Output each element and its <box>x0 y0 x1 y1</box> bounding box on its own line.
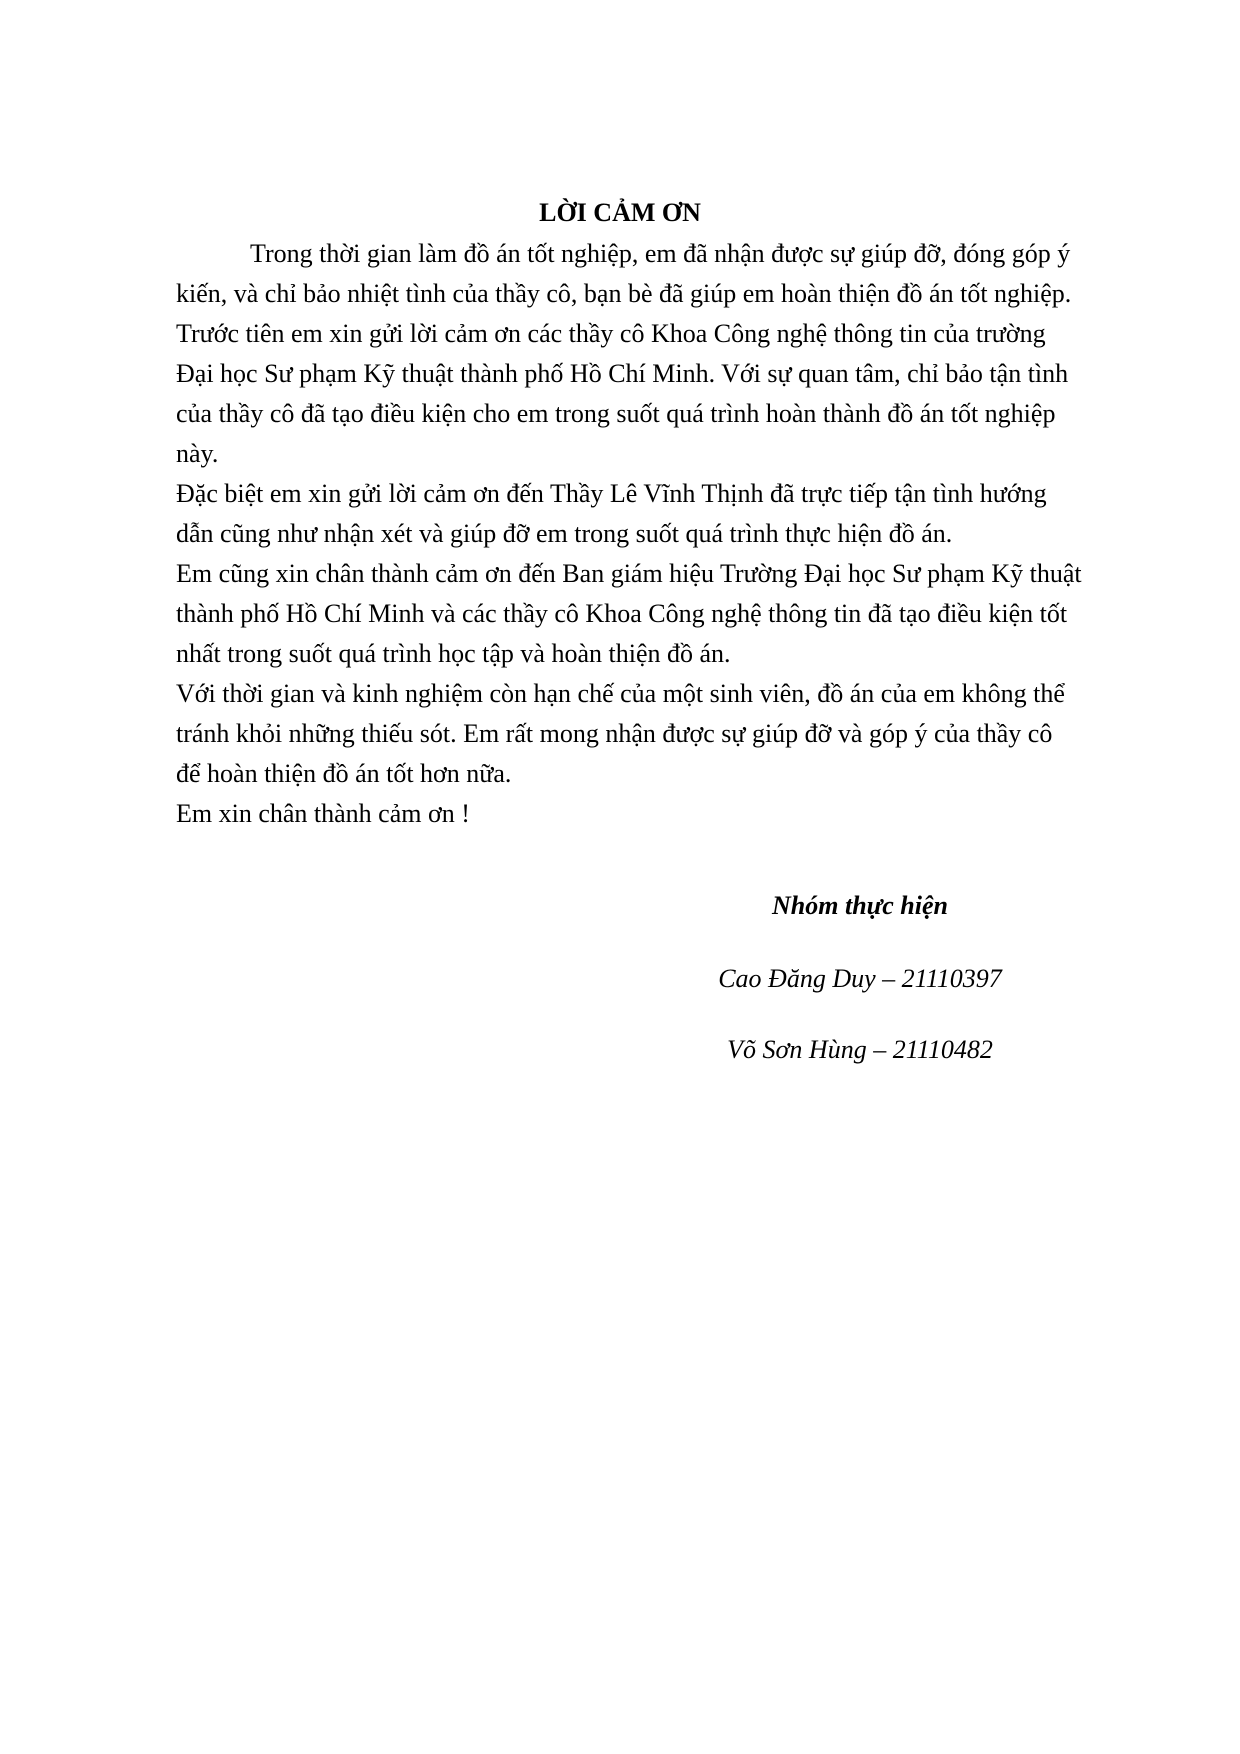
text-line: Trong thời gian làm đồ án tốt nghiệp, em đã nhận được sự giúp đỡ, đóng góp ý <box>250 239 1071 268</box>
text-line: tránh khỏi những thiếu sót. Em rất mong nhận được sự giúp đỡ và góp ý của thầy cô <box>176 719 1053 748</box>
text-line: nhất trong suốt quá trình học tập và hoàn thiện đồ án. <box>176 639 731 668</box>
acknowledgement-body <box>176 234 1136 834</box>
text-line: này. <box>176 439 219 468</box>
text-line: Trước tiên em xin gửi lời cảm ơn các thầy cô Khoa Công nghệ thông tin của trường <box>176 319 1046 348</box>
paragraph-closing <box>176 794 1136 834</box>
text-line: Đặc biệt em xin gửi lời cảm ơn đến Thầy Lê Vĩnh Thịnh đã trực tiếp tận tình hướng <box>176 479 1047 508</box>
text-line: kiến, và chỉ bảo nhiệt tình của thầy cô, bạn bè đã giúp em hoàn thiện đồ án tốt nghiệp. <box>176 279 1072 308</box>
text-line: thành phố Hồ Chí Minh và các thầy cô Khoa Công nghệ thông tin đã tạo điều kiện tốt <box>176 599 1068 628</box>
text-line: Em xin chân thành cảm ơn ! <box>176 799 470 828</box>
text-line: của thầy cô đã tạo điều kiện cho em trong suốt quá trình hoàn thành đồ án tốt nghiệp <box>176 399 1056 428</box>
text-line: để hoàn thiện đồ án tốt hơn nữa. <box>176 759 512 788</box>
text-line: Em cũng xin chân thành cảm ơn đến Ban giám hiệu Trường Đại học Sư phạm Kỹ thuật <box>176 559 1082 588</box>
signature-member: Võ Sơn Hùng – 21110482 <box>727 1035 993 1064</box>
signature-member: Cao Đăng Duy – 21110397 <box>718 964 1002 993</box>
paragraph-university <box>176 554 1136 674</box>
paragraph-advisor <box>176 474 1136 554</box>
signature-heading: Nhóm thực hiện <box>772 891 948 920</box>
page-title: LỜI CẢM ƠN <box>539 198 701 227</box>
text-line: Đại học Sư phạm Kỹ thuật thành phố Hồ Chí Minh. Với sự quan tâm, chỉ bảo tận tình <box>176 359 1069 388</box>
paragraph-limitations <box>176 674 1136 794</box>
paragraph-intro <box>176 234 1136 474</box>
text-line: Với thời gian và kinh nghiệm còn hạn chế của một sinh viên, đồ án của em không thể <box>176 679 1065 708</box>
text-line: dẫn cũng như nhận xét và giúp đỡ em trong suốt quá trình thực hiện đồ án. <box>176 519 953 548</box>
